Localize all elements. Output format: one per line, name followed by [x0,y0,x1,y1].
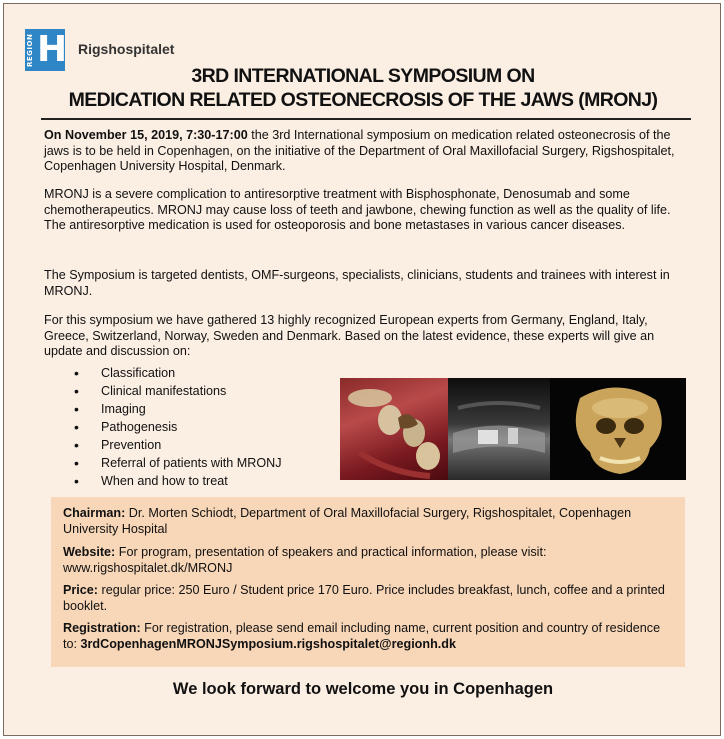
registration-info [63,621,673,652]
price-text: regular price: 250 Euro / Student price 170 Euro. Price includes breakfast, lunch, coffee and a printed booklet. [63,583,665,613]
closing-message: We look forward to welcome you in Copenhagen [172,680,554,698]
website-info [63,545,673,576]
list-item: • Classification [74,364,334,382]
event-date: On November 15, 2019, 7:30-17:00 [44,128,248,142]
list-item: • Pathogenesis [74,418,334,436]
list-item: • Referral of patients with MRONJ [74,454,334,472]
audience-paragraph: The Symposium is targeted dentists, OMF-surgeons, specialists, clinicians, students and trainees with interest in MRONJ. [44,268,670,298]
topic-list [74,364,334,490]
intro-text: the 3rd International symposium on medication related osteonecrosis of the jaws is to be held in Copenhagen, on the initiative of the Department of Oral Maxillofacial Surgery, Rigshospitalet, Copenhagen University Hospital, Denmark. [44,128,675,173]
website-label: Website: [63,545,116,559]
page-title [4,64,722,112]
registration-email-link[interactable]: 3rdCopenhagenMRONJSymposium.rigshospitalet@regionh.dk [80,636,456,651]
clinical-images [340,378,686,480]
list-item: • Clinical manifestations [74,382,334,400]
experts-paragraph: For this symposium we have gathered 13 highly recognized European experts from Germany, England, Italy, Greece, Switzerland, Norway, Sweden and Denmark. Based on the latest evidence, these experts will give an update and discussion on: [44,313,655,358]
mronj-description-paragraph: MRONJ is a severe complication to antiresorptive treatment with Bisphosphonate, Denosumab and some chemotherapeutics. MRONJ may cause loss of teeth and jawbone, chewing function as well as the quality of life. The antiresorptive medication is used for osteoporosis and bone metastases in various cancer diseases. [44,187,671,232]
flyer-page [3,3,721,736]
intro-paragraph [44,128,694,175]
chairman-text: Dr. Morten Schiodt, Department of Oral Maxillofacial Surgery, Rigshospitalet, Copenhagen University Hospital [63,506,632,536]
list-item: • When and how to treat [74,472,334,490]
logo-h-letter: H [37,29,68,70]
chairman-label: Chairman: [63,506,126,520]
title-line-2: MEDICATION RELATED OSTEONECROSIS OF THE JAWS (MRONJ) [68,89,658,111]
website-text: For program, presentation of speakers and practical information, please visit: [115,545,547,559]
title-divider [41,118,691,120]
registration-text: For registration, please send email including name, current position and country of residence to: [63,621,661,651]
website-link[interactable]: www.rigshospitalet.dk/MRONJ [63,560,233,575]
list-item: • Imaging [74,400,334,418]
price-info [63,583,673,614]
registration-label: Registration: [63,621,141,635]
list-item: • Prevention [74,436,334,454]
price-label: Price: [63,583,99,597]
chairman-info [63,506,673,537]
logo-region-text: REGION [26,33,34,67]
info-box [51,497,685,667]
title-line-1: 3RD INTERNATIONAL SYMPOSIUM ON [191,65,535,87]
hospital-name: Rigshospitalet [78,41,175,57]
panoramic-xray-image [448,378,550,480]
3d-skull-ct-image [550,378,686,480]
oral-photo-image [340,378,448,480]
